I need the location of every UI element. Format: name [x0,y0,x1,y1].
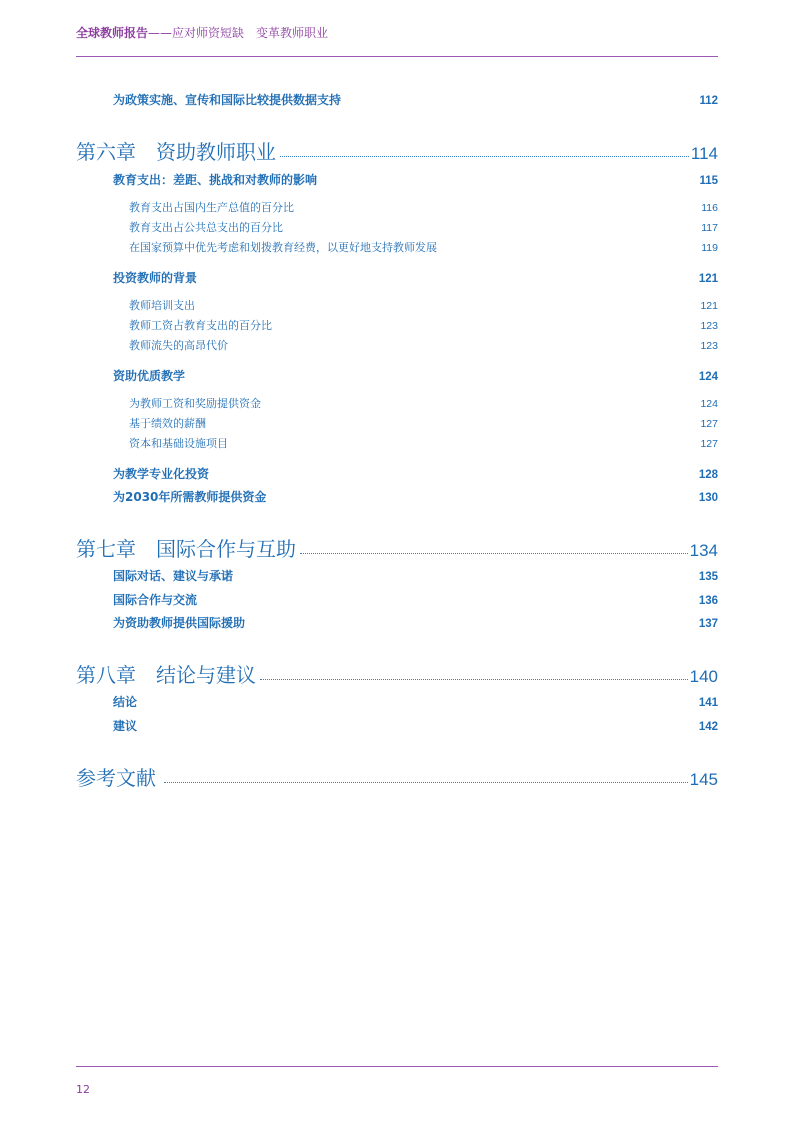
section-page: 142 [698,721,718,733]
toc-section-professionalisation[interactable] [0,465,793,485]
subsection-page: 124 [700,398,718,410]
section-title: 建议 [113,719,138,733]
toc-chapter-6[interactable] [0,136,793,166]
section-page: 135 [698,571,718,583]
section-page: 130 [698,492,718,504]
section-page: 128 [698,469,718,481]
section-page: 121 [698,273,718,285]
toc-subsection[interactable] [0,337,793,355]
chapter-title: 国际合作与互助 [156,537,296,561]
chapter-page: 145 [689,770,718,789]
dot-leader [260,679,688,680]
section-page: 115 [699,175,718,187]
section-title: 资助优质教学 [113,369,186,383]
subsection-title: 教育支出占公共总支出的百分比 [129,221,283,234]
toc-chapter-8[interactable] [0,659,793,689]
chapter-page: 140 [689,667,718,686]
subsection-title: 教师工资占教育支出的百分比 [129,319,272,332]
header-report-title: 全球教师报告 [76,26,149,40]
toc-chapter-7[interactable] [0,533,793,563]
subsection-title: 教师培训支出 [129,299,195,312]
section-title: 为教学专业化投资 [113,467,210,481]
toc-subsection[interactable] [0,297,793,315]
subsection-page: 127 [700,438,718,450]
subsection-page: 117 [701,222,718,234]
toc-section[interactable] [0,693,793,713]
section-page: 141 [698,697,718,709]
page-number: 12 [76,1083,90,1096]
chapter-label: 第六章 [76,140,136,164]
chapter-title: 资助教师职业 [156,140,276,164]
toc-subsection[interactable] [0,317,793,335]
subsection-page: 121 [700,300,718,312]
toc-section-investing-background[interactable] [0,269,793,289]
section-title: 国际合作与交流 [113,593,198,607]
toc-entry-page: 112 [699,95,718,107]
toc-references[interactable] [0,762,793,792]
toc-section[interactable] [0,614,793,634]
section-title: 为2030年所需教师提供资金 [113,490,267,504]
dot-leader [300,553,688,554]
running-header [76,24,328,42]
section-title: 投资教师的背景 [113,271,198,285]
toc-section-quality-teaching[interactable] [0,367,793,387]
section-title: 教育支出：差距、挑战和对教师的影响 [113,173,318,187]
header-rule [76,56,718,57]
toc-subsection[interactable] [0,219,793,237]
subsection-page: 127 [700,418,718,430]
toc-section[interactable] [0,591,793,611]
chapter-label: 第七章 [76,537,136,561]
chapter-title: 结论与建议 [156,663,256,687]
footer-rule [76,1066,718,1067]
section-page: 124 [698,371,718,383]
toc-subsection[interactable] [0,239,793,257]
toc-section-education-spending[interactable] [0,171,793,191]
toc-subsection[interactable] [0,415,793,433]
section-title: 国际对话、建议与承诺 [113,569,234,583]
toc-section-funding-2030[interactable] [0,488,793,508]
toc-section[interactable] [0,717,793,737]
subsection-title: 为教师工资和奖励提供资金 [129,397,261,410]
section-page: 136 [698,595,718,607]
subsection-page: 123 [700,340,718,352]
section-title: 为资助教师提供国际援助 [113,616,246,630]
subsection-page: 116 [701,202,718,214]
toc-subsection[interactable] [0,199,793,217]
header-subtitle: ——应对师资短缺 变革教师职业 [148,26,329,40]
subsection-title: 教师流失的高昂代价 [129,339,228,352]
toc-subsection[interactable] [0,435,793,453]
chapter-page: 134 [689,541,718,560]
subsection-title: 基于绩效的薪酬 [129,417,206,430]
section-page: 137 [698,618,718,630]
subsection-title: 在国家预算中优先考虑和划拨教育经费，以更好地支持教师发展 [129,241,437,254]
toc-entry-data-support[interactable] [0,91,793,111]
subsection-title: 教育支出占国内生产总值的百分比 [129,201,294,214]
toc-entry-title: 为政策实施、宣传和国际比较提供数据支持 [113,93,342,107]
toc-section[interactable] [0,567,793,587]
dot-leader [280,156,689,157]
dot-leader [164,782,688,783]
chapter-title: 参考文献 [76,766,156,790]
toc-subsection[interactable] [0,395,793,413]
chapter-page: 114 [690,144,718,163]
section-title: 结论 [113,695,138,709]
subsection-page: 123 [700,320,718,332]
chapter-label: 第八章 [76,663,136,687]
subsection-title: 资本和基础设施项目 [129,437,228,450]
subsection-page: 119 [701,242,718,254]
